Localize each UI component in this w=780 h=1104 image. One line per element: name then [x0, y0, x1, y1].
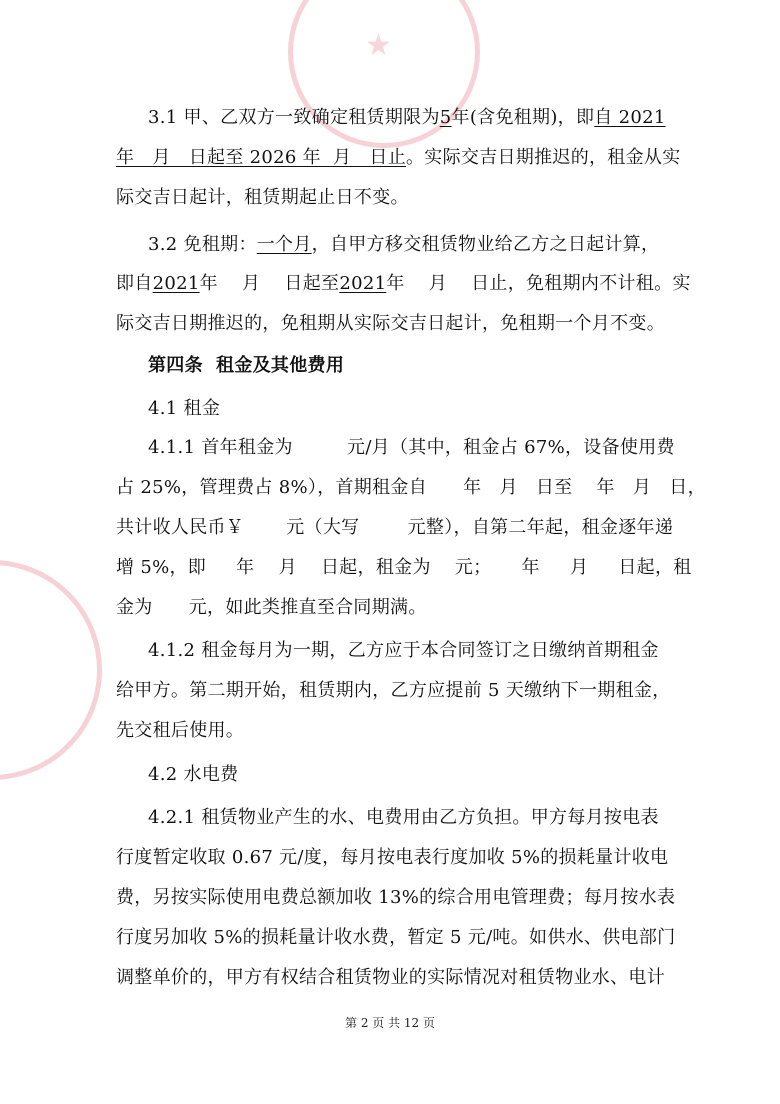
clause-3-1-line-3: 际交吉日起计，租赁期起止日不变。: [116, 187, 409, 208]
clause-4-2-1-line-1: 4.2.1 租赁物业产生的水、电费用由乙方负担。甲方每月按电表: [148, 807, 659, 828]
red-seal-stamp-left: [0, 560, 102, 780]
clause-4-1-2-line-2: 给甲方。第二期开始，租赁期内，乙方应提前 5 天缴纳下一期租金，: [116, 680, 671, 701]
clause-4-1-1-line-1: 4.1.1 首年租金为 元/月（其中，租金占 67%，设备使用费: [148, 437, 675, 458]
clause-4-1-1-line-4: 增 5%，即 年 月 日起，租金为 元； 年 月 日起，租: [116, 557, 692, 578]
clause-4-1-1-line-3: 共计收人民币￥ 元（大写 元整），自第二年起，租金逐年递: [116, 517, 674, 538]
clause-4-2-1-line-3: 费，另按实际使用电费总额加收 13%的综合用电管理费；每月按水表: [116, 887, 676, 908]
clause-3-2-line-2: 即自2021年 月 日起至2021年 月 日止，免租期内不计租。实: [116, 273, 691, 294]
clause-4-2-1-line-5: 调整单价的，甲方有权结合租赁物业的实际情况对租赁物业水、电计: [116, 967, 665, 988]
clause-4-1-2-line-3: 先交租后使用。: [116, 720, 245, 741]
seal-star-icon: [0, 649, 2, 679]
clause-3-1-line-2: 年 月 日起至 2026 年 月 日止。实际交吉日期推迟的，租金从实: [116, 147, 681, 168]
clause-3-2-line-3: 际交吉日期推迟的，免租期从实际交吉日起计，免租期一个月不变。: [116, 313, 665, 334]
clause-4-2-1-line-4: 行度另加收 5%的损耗量计收水费，暂定 5 元/吨。如供水、供电部门: [116, 927, 676, 948]
clause-4-1-2-line-1: 4.1.2 租金每月为一期，乙方应于本合同签订之日缴纳首期租金: [148, 640, 659, 661]
clause-3-2-line-1: 3.2 免租期：一个月，自甲方移交租赁物业给乙方之日起计算，: [148, 234, 660, 255]
page-number-footer: 第 2 页 共 12 页: [345, 1016, 435, 1030]
clause-4-1-1-line-5: 金为 元，如此类推直至合同期满。: [116, 597, 427, 618]
section-4-2-heading: 4.2 水电费: [148, 764, 239, 785]
section-4-1-heading: 4.1 租金: [148, 398, 221, 419]
clause-4-1-1-line-2: 占 25%，管理费占 8%），首期租金自 年 月 日至 年 月 日，: [116, 477, 706, 498]
clause-3-1-line-1: 3.1 甲、乙双方一致确定租赁期限为5年(含免租期)，即自 2021: [148, 107, 666, 128]
seal-star-icon: ★: [365, 28, 392, 63]
clause-4-2-1-line-2: 行度暂定收取 0.67 元/度，每月按电表行度加收 5%的损耗量计收电: [116, 847, 669, 868]
article-4-heading: 第四条 租金及其他费用: [148, 355, 345, 376]
